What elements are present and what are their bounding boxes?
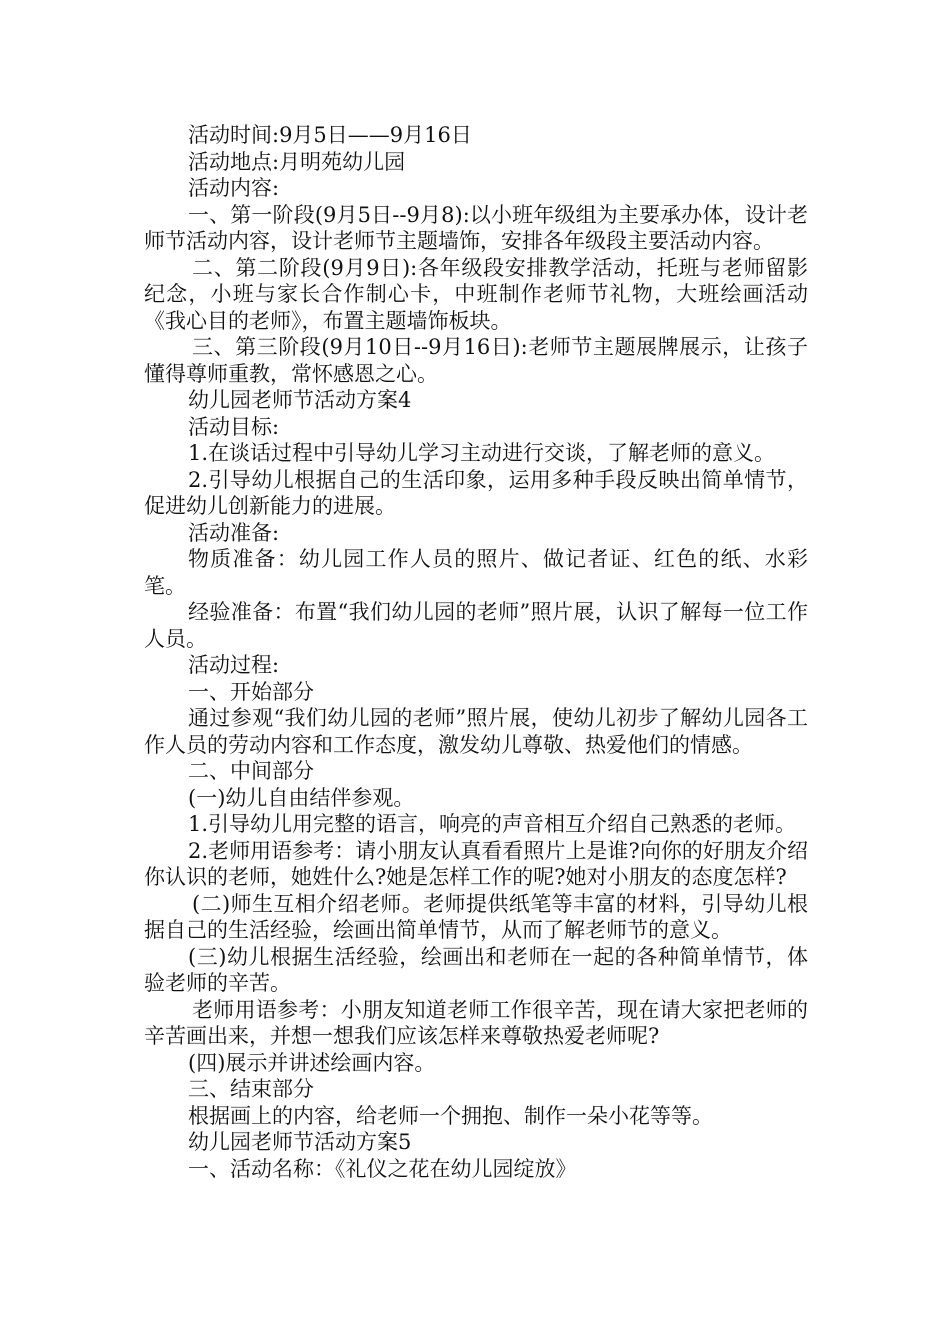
paragraph-teacher-phrases-1: 2.老师用语参考：请小朋友认真看看照片上是谁?向你的好朋友介绍你认识的老师，她姓什么?她是怎样工作的呢?她对小朋友的态度怎样?: [144, 838, 808, 889]
paragraph-material-preparation: 物质准备：幼儿园工作人员的照片、做记者证、红色的纸、水彩笔。: [144, 547, 808, 598]
paragraph-opening-part: 通过参观“我们幼儿园的老师”照片展，使幼儿初步了解幼儿园各工作人员的劳动内容和工作态度，激发幼儿尊敬、热爱他们的情感。: [144, 706, 808, 757]
heading-opening-part: 一、开始部分: [188, 679, 314, 704]
paragraph-guide-language: 1.引导幼儿用完整的语言，响亮的声音相互介绍自己熟悉的老师。: [188, 812, 797, 836]
paragraph-teacher-phrases-2: 老师用语参考：小朋友知道老师工作很辛苦，现在请大家把老师的辛苦画出来，并想一想我们应该怎样来尊敬热爱老师呢?: [144, 997, 808, 1048]
heading-activity-goals: 活动目标:: [188, 414, 280, 439]
heading-middle-part: 二、中间部分: [188, 759, 314, 783]
paragraph-stage-two: 二、第二阶段(9月9日):各年级段安排教学活动，托班与老师留影纪念，小班与家长合作制心卡，中班制作老师节礼物，大班绘画活动《我心目的老师》，布置主题墙饰板块。: [144, 255, 808, 333]
paragraph-goal-1: 1.在谈话过程中引导幼儿学习主动进行交谈，了解老师的意义。: [188, 441, 776, 465]
heading-plan-4: 幼儿园老师节活动方案4: [188, 388, 412, 412]
paragraph-free-visit: (一)幼儿自由结伴参观。: [188, 785, 415, 810]
heading-plan-5: 幼儿园老师节活动方案5: [188, 1130, 412, 1154]
paragraph-activity-location: 活动地点:月明苑幼儿园: [188, 149, 406, 174]
paragraph-activity-time: 活动时间:9月5日——9月16日: [188, 123, 472, 147]
paragraph-ending-part: 根据画上的内容，给老师一个拥抱、制作一朵小花等等。: [188, 1103, 713, 1128]
document-body: [144, 122, 808, 1182]
heading-activity-process: 活动过程:: [188, 653, 280, 677]
paragraph-activity-name: 一、活动名称：《礼仪之花在幼儿园绽放》: [188, 1156, 577, 1181]
paragraph-show-drawings: (四)展示并讲述绘画内容。: [188, 1050, 436, 1075]
heading-ending-part: 三、结束部分: [188, 1077, 314, 1101]
paragraph-activity-content-heading: 活动内容:: [188, 176, 280, 200]
paragraph-goal-2: 2.引导幼儿根据自己的生活印象，运用多种手段反映出简单情节，促进幼儿创新能力的进展。: [144, 467, 808, 518]
paragraph-experience-preparation: 经验准备：布置“我们幼儿园的老师”照片展，认识了解每一位工作人员。: [144, 600, 808, 651]
paragraph-stage-one: 一、第一阶段(9月5日--9月8):以小班年级组为主要承办体，设计老师节活动内容，设计老师节主题墙饰，安排各年级段主要活动内容。: [144, 202, 808, 253]
paragraph-stage-three: 三、第三阶段(9月10日--9月16日):老师节主题展牌展示，让孩子懂得尊师重教，常怀感恩之心。: [144, 335, 808, 386]
paragraph-drawing-experience: (三)幼儿根据生活经验，绘画出和老师在一起的各种简单情节，体验老师的辛苦。: [144, 944, 808, 995]
heading-activity-preparation: 活动准备:: [188, 520, 280, 545]
paragraph-mutual-introduction: (二)师生互相介绍老师。老师提供纸笔等丰富的材料，引导幼儿根据自己的生活经验，绘画出简单情节，从而了解老师节的意义。: [144, 891, 808, 942]
